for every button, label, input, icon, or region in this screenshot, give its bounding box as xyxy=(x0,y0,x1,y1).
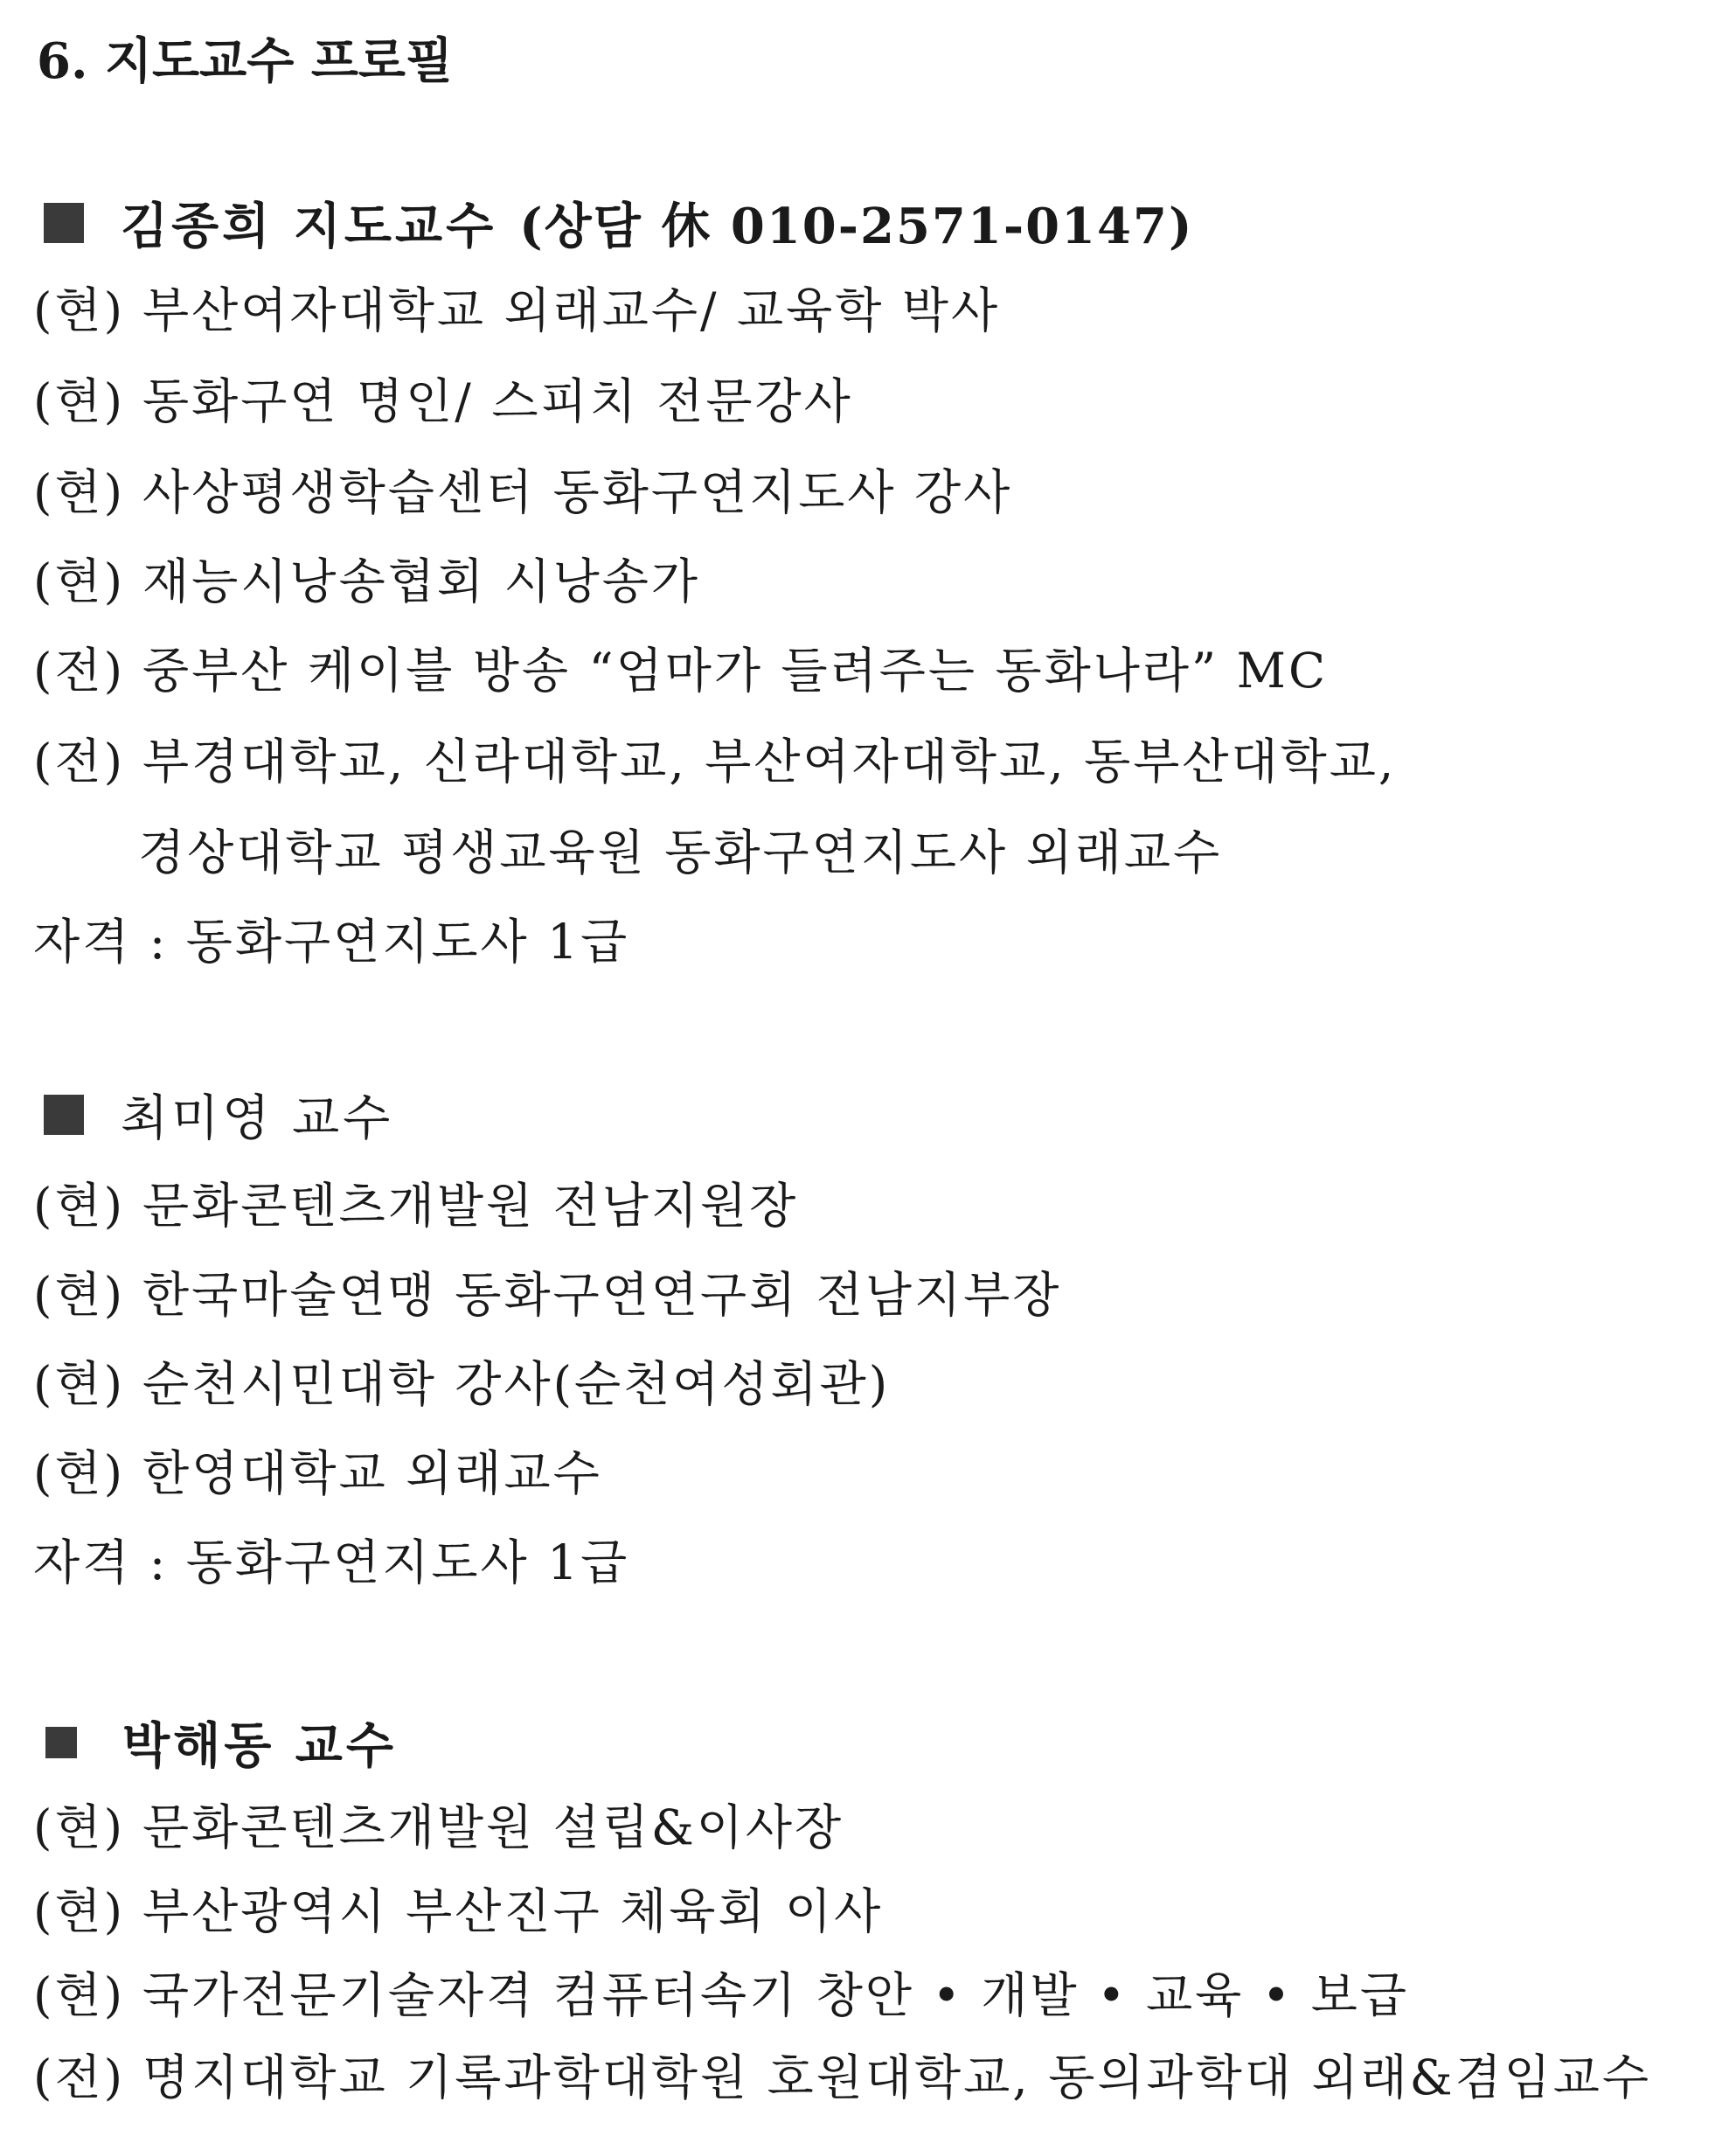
career-item xyxy=(33,623,1328,710)
career-tag: (현) xyxy=(33,372,126,429)
qualification: 자격 : 동화구연지도사 1급 xyxy=(33,1534,630,1590)
profile-header xyxy=(33,1703,1712,1782)
career-text: 명지대학교 기록과학대학원 호원대학교, 동의과학대 외래&겸임교수 xyxy=(142,2049,1652,2105)
career-tag: (현) xyxy=(33,1799,126,1855)
career-text: 중부산 케이블 방송 “엄마가 들려주는 동화나라” MC xyxy=(142,642,1329,699)
career-text: 사상평생학습센터 동화구연지도사 강사 xyxy=(142,463,1013,520)
career-text: 문화콘텐츠개발원 설립&이사장 xyxy=(142,1799,844,1855)
career-item xyxy=(33,262,1000,350)
career-text: 동화구연 명인/ 스피치 전문강사 xyxy=(142,372,853,429)
career-tag: (현) xyxy=(33,1444,126,1501)
career-item xyxy=(33,533,700,621)
qualification: 자격 : 동화구연지도사 1급 xyxy=(33,914,630,970)
profile-header xyxy=(33,1075,1712,1154)
career-text: 문화콘텐츠개발원 전남지원장 xyxy=(142,1177,799,1234)
career-text: 순천시민대학 강사(순천여성회관) xyxy=(142,1355,891,1412)
career-tag: (전) xyxy=(33,642,126,699)
career-continuation: 경상대학교 평생교육원 동화구연지도사 외래교수 xyxy=(138,825,1223,880)
career-item xyxy=(33,2030,1651,2116)
section-title: 6. 지도교수 프로필 xyxy=(37,32,454,90)
career-item xyxy=(33,444,1012,532)
career-item xyxy=(33,1864,883,1950)
career-text: 국가전문기술자격 컴퓨터속기 창안 • 개발 • 교육 • 보급 xyxy=(142,1966,1409,2023)
career-text: 한국마술연맹 동화구연연구회 전남지부장 xyxy=(142,1266,1062,1323)
career-tag: (현) xyxy=(33,1882,126,1939)
career-tag: (현) xyxy=(33,1266,126,1323)
career-item xyxy=(33,1425,602,1513)
career-text: 한영대학교 외래교수 xyxy=(142,1444,602,1501)
career-item xyxy=(33,1948,1409,2034)
square-bullet-icon xyxy=(44,1095,84,1135)
profile-choi xyxy=(33,1075,1712,1590)
profile-name: 최미영 교수 xyxy=(121,1090,394,1147)
profile-name: 김종희 지도교수 xyxy=(121,198,497,255)
career-text: 부산광역시 부산진구 체육회 이사 xyxy=(142,1882,884,1939)
career-tag: (전) xyxy=(33,733,126,790)
career-tag: (현) xyxy=(33,282,126,338)
career-tag: (현) xyxy=(33,553,126,609)
profile-name: 박해동 교수 xyxy=(122,1717,397,1775)
career-text: 부산여자대학교 외래교수/ 교육학 박사 xyxy=(142,282,1001,338)
profile-park xyxy=(33,1703,1712,2105)
career-text: 부경대학교, 신라대학교, 부산여자대학교, 동부산대학교, xyxy=(142,733,1397,790)
career-item xyxy=(33,1158,798,1245)
profile-contact: (상담 休 010-2571-0147) xyxy=(519,198,1194,255)
career-text: 재능시낭송협회 시낭송가 xyxy=(142,553,700,609)
career-tag: (현) xyxy=(33,1966,126,2023)
career-item xyxy=(33,353,853,441)
square-bullet-icon xyxy=(44,203,84,243)
document-page xyxy=(33,0,1712,2150)
career-item xyxy=(33,1247,1061,1334)
career-tag: (현) xyxy=(33,463,126,520)
profile-kim xyxy=(33,184,1712,970)
career-item xyxy=(33,713,1396,801)
career-tag: (현) xyxy=(33,1177,126,1234)
profile-header xyxy=(33,184,1712,262)
career-item xyxy=(33,1780,844,1866)
career-tag: (현) xyxy=(33,1355,126,1412)
career-item xyxy=(33,1336,890,1423)
career-tag: (전) xyxy=(33,2049,126,2105)
square-bullet-icon xyxy=(45,1727,77,1758)
